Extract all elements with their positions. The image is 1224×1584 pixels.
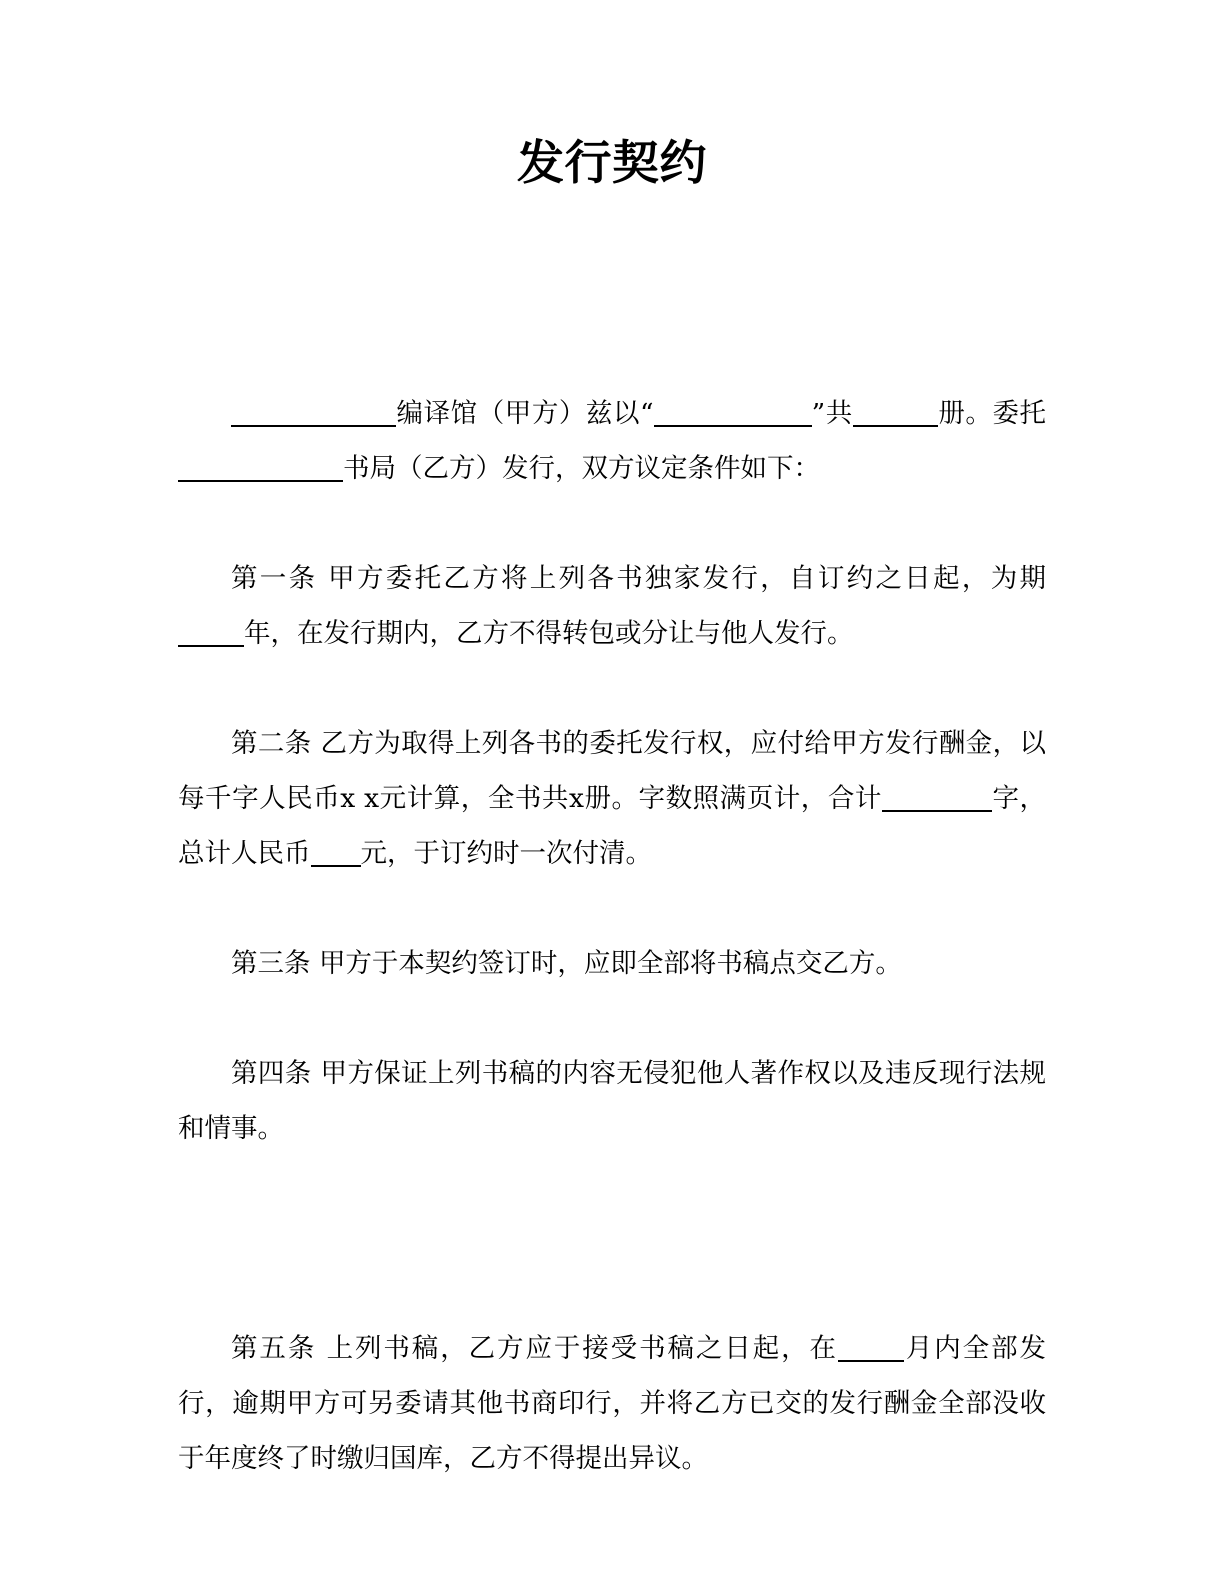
preamble-text-2: ”共: [811, 398, 853, 429]
preamble-blank-booktitle[interactable]: [654, 403, 812, 427]
preamble-text-1: 编译馆（甲方）兹以“: [396, 398, 654, 429]
article-2-text-middle: 字，总计人民币: [178, 783, 1047, 869]
article-2: [178, 716, 1046, 881]
preamble-paragraph: [178, 386, 1046, 496]
article-2-blank-amount[interactable]: [311, 843, 361, 867]
article-2-blank-wordcount[interactable]: [882, 788, 992, 812]
article-5-text-after: 月内全部发行，逾期甲方可另委请其他书商印行，并将乙方已交的发行酬金全部没收于年度终了时缴归国库，乙方不得提出异议。: [178, 1333, 1047, 1474]
article-2-text-after: 元，于订约时一次付清。: [360, 838, 652, 869]
article-5: [178, 1321, 1046, 1486]
preamble-text-4: 书局（乙方）发行，双方议定条件如下：: [343, 453, 820, 484]
article-1-blank-years[interactable]: [178, 623, 244, 647]
article-4-number: 第四条: [231, 1058, 312, 1089]
article-1-number: 第一条: [231, 563, 318, 594]
paragraph-spacer: [178, 991, 1046, 1046]
article-3: [178, 936, 1046, 991]
preamble-blank-volumes[interactable]: [853, 403, 938, 427]
preamble-blank-publisher[interactable]: [178, 458, 343, 482]
article-1: [178, 551, 1046, 661]
article-3-text: 甲方于本契约签订时，应即全部将书稿点交乙方。: [318, 948, 902, 979]
preamble-text-3: 册。委托: [937, 398, 1046, 429]
paragraph-spacer: [178, 496, 1046, 551]
paragraph-spacer: [178, 661, 1046, 716]
article-4-text: 甲方保证上列书稿的内容无侵犯他人著作权以及违反现行法规和情事。: [178, 1058, 1046, 1144]
preamble-blank-compiler[interactable]: [231, 403, 396, 427]
document-body: [178, 386, 1046, 1486]
paragraph-spacer-large: [178, 1156, 1046, 1321]
article-5-number: 第五条: [231, 1333, 317, 1364]
page-title: 发行契约: [517, 136, 707, 191]
article-3-number: 第三条: [231, 948, 311, 979]
article-1-text-before: 甲方委托乙方将上列各书独家发行，自订约之日起，为期: [328, 563, 1046, 594]
article-5-text-before: 上列书稿，乙方应于接受书稿之日起，在: [326, 1333, 838, 1364]
article-4: [178, 1046, 1046, 1156]
article-2-text-before: 乙方为取得上列各书的委托发行权，应付给甲方发行酬金，以每千字人民币x x元计算，全书共x册。字数照满页计，合计: [178, 728, 1046, 814]
article-1-text-after: 年，在发行期内，乙方不得转包或分让与他人发行。: [244, 618, 854, 649]
paragraph-spacer: [178, 881, 1046, 936]
article-5-blank-months[interactable]: [838, 1338, 904, 1362]
article-2-number: 第二条: [231, 728, 312, 759]
